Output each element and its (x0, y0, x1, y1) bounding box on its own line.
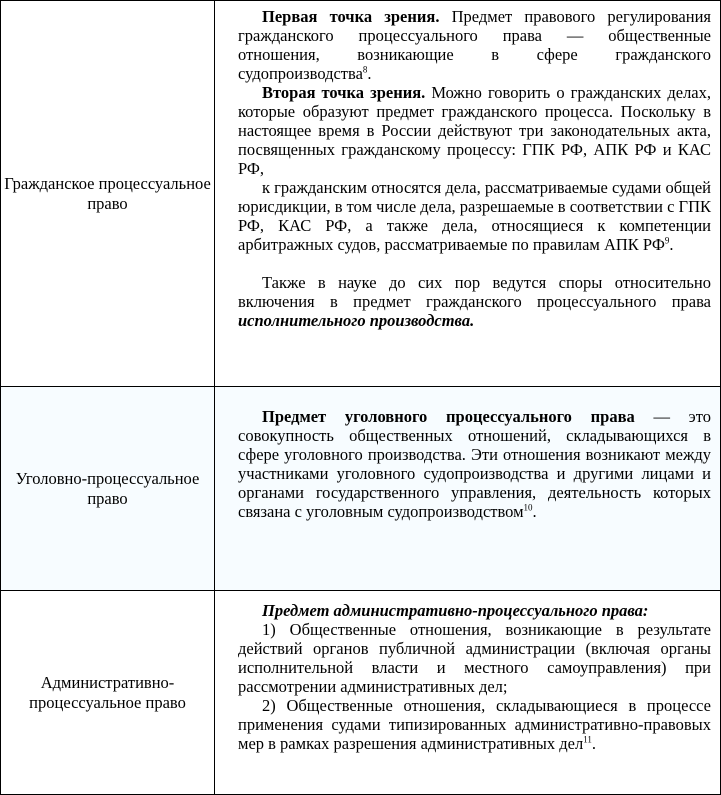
paragraph-end: . (669, 235, 674, 254)
paragraph-end: . (532, 502, 537, 521)
paragraph-lead: Первая точка зрения. (262, 7, 440, 26)
paragraph-text: Можно говорить о гражданских делах, которые образуют предмет гражданского процесса. Поскольку в настоящее время в России действуют три законодательных акта, посвященных гражданскому процессу: ГПК РФ, АПК РФ и КАС РФ, (238, 83, 712, 178)
paragraph-text: к гражданским относятся дела, рассматриваемые судами общей юрисдикции, в том числе дела, разрешаемые в соответствии с ГПК РФ, КАС РФ, а также дела, относящиеся к компетенции арбитражных судов, рассматриваемые по правилам АПК РФ (238, 178, 711, 254)
paragraph-lead: Вторая точка зрения. (262, 83, 426, 102)
list-item-text: 2) Общественные отношения, складывающиеся в процессе применения судами типизированных административно-правовых мер в рамках разрешения административных дел (238, 696, 711, 753)
row-label: Административно-процессуальное право (29, 672, 186, 712)
list-item (238, 696, 711, 753)
paragraph-text: Также в науке до сих пор ведутся споры относительно включения в предмет гражданского процессуального права (238, 273, 711, 311)
row-content-cell (215, 591, 721, 795)
row-label-cell (1, 1, 215, 387)
table-row (1, 387, 721, 591)
paragraph-civil-cases (238, 178, 711, 254)
paragraph-text: — это совокупность общественных отношений, складывающихся в сфере уголовного производства. Эти отношения возникают между участниками уголовного судопроизводства и другими лицами и органами государственного управления, деятельность которых связана с уголовным судопроизводством (238, 407, 711, 521)
table-row (1, 1, 721, 387)
paragraph-enforcement-debate (238, 273, 711, 330)
footnote-ref: 11 (583, 734, 592, 745)
list-item (238, 620, 711, 696)
row-content-cell (215, 387, 721, 591)
paragraph-end: . (591, 734, 597, 753)
footnote-ref: 8 (362, 64, 368, 75)
list-item-text: 1) Общественные отношения, возникающие в результате действий органов публичной администрации (включая органы исполнительной власти и местного самоуправления) при рассмотрении административных дел; (238, 620, 711, 696)
paragraph-admin-heading (238, 601, 711, 620)
row-label-cell (1, 591, 215, 795)
paragraph-second-view (238, 83, 711, 178)
paragraph-heading: Предмет административно-процессуального права: (262, 601, 649, 620)
footnote-ref: 10 (523, 502, 533, 513)
paragraph-end: . (367, 64, 372, 83)
paragraph-first-view (238, 7, 711, 83)
paragraph-text: Предмет правового регулирования гражданского процессуального права — общественные отношения, возникающие в сфере гражданского судопроизводства (238, 7, 711, 83)
paragraph-emphasis: исполнительного производства. (238, 311, 475, 330)
row-label-cell (1, 387, 215, 591)
row-label: Уголовно-процессуальное право (15, 468, 200, 508)
footnote-ref: 9 (664, 235, 670, 246)
row-content-cell (215, 1, 721, 387)
table-row (1, 591, 721, 795)
paragraph-criminal-subject (238, 407, 711, 521)
paragraph-lead: Предмет уголовного процессуального права (262, 407, 635, 426)
row-label: Гражданское процессуальное право (4, 173, 211, 213)
